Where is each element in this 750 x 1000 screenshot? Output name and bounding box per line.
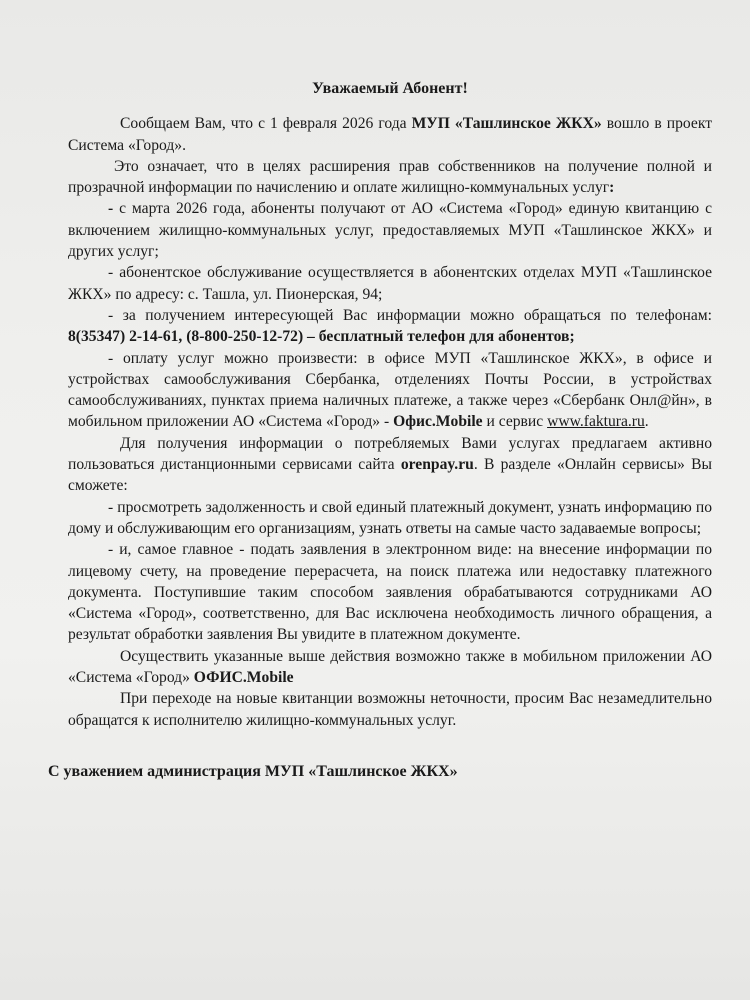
paragraph-mobile-app [68,646,712,689]
online-text: Для получения информации о потребляемых Вами услугах предлагаем активно пользоваться дистанционными сервисами сайта [68,434,712,474]
list-item-phones [68,305,712,348]
list-item-view-debt: - просмотреть задолженность и свой единый платежный документ, узнать информацию по дому и обслуживающим его организациям, узнать ответы на самые часто задаваемые вопросы; [68,498,712,537]
payment-text-2: и сервис [482,413,548,431]
paragraph-inaccuracies: При переходе на новые квитанции возможны неточности, просим Вас незамедлительно обращатся к исполнителю жилищно-коммунальных услуг. [68,690,712,729]
phone-numbers: 8(35347) 2-14-61, (8-800-250-12-72) – бесплатный телефон для абонентов; [68,328,575,346]
list-item-service-office: - абонентское обслуживание осуществляется в абонентских отделах МУП «Ташлинское ЖКХ» по адресу: с. Ташла, ул. Пионерская, 94; [68,264,712,303]
payment-text: - оплату услуг можно произвести: в офисе МУП «Ташлинское ЖКХ», в офисе и устройствах самообслуживания Сбербанка, отделениях Почты России, в устройствах самообслуживаниях, пунктах приема наличных платеже, а также через «Сбербанк Онл@йн», в мобильном приложении АО «Система «Город» - [68,349,712,431]
faktura-link[interactable]: www.faktura.ru [547,413,645,431]
paragraph-online-services [68,433,712,497]
meaning-text: Это означает, что в целях расширения прав собственников на получение полной и прозрачной информации по начислению и оплате жилищно-коммунальных услуг [68,157,712,197]
mobile-text: Осуществить указанные выше действия возможно также в мобильном приложении АО «Система «Город» [68,647,712,687]
payment-text-end: . [644,413,649,431]
phones-text: - за получением интересующей Вас информации можно обращаться по телефонам: [108,306,712,324]
letter-title: Уважаемый Абонент! [312,80,468,97]
list-item-applications: - и, самое главное - подать заявления в электронном виде: на внесение информации по лицевому счету, на проведение перерасчета, на поиск платежа или недоставку платежного документа. Поступившие таким способом заявления обрабатываются сотрудниками АО «Система «Город», соответственно, для Вас исключена необходимость личного обращения, а результат обработки заявления Вы увидите в платежном документе. [68,541,712,644]
receipt-text: с марта 2026 года, абоненты получают от АО «Система «Город» единую квитанцию с включением жилищно-коммунальных услуг, предоставляемых МУП «Ташлинское ЖКХ» и других услуг; [68,200,712,261]
app-name: Офис.Mobile [393,413,483,431]
org-name: МУП «Ташлинское ЖКХ» [411,115,602,133]
bullet-dash: - [108,200,114,218]
paragraph-intro [68,113,712,156]
signoff: С уважением администрация МУП «Ташлинское ЖКХ» [48,762,458,780]
spacer [68,731,712,761]
list-item-receipt [68,198,712,262]
intro-text-end: вошло в проект Система «Город». [68,115,713,154]
online-text-end: . В разделе «Онлайн сервисы» Вы сможете: [68,456,712,495]
meaning-colon: : [609,179,615,197]
list-item-payment [68,348,712,433]
paragraph-meaning [68,156,712,199]
site-name: orenpay.ru [400,456,474,474]
mobile-app-name: ОФИС.Mobile [193,669,294,687]
intro-text: Сообщаем Вам, что с 1 февраля 2026 года [120,115,412,133]
